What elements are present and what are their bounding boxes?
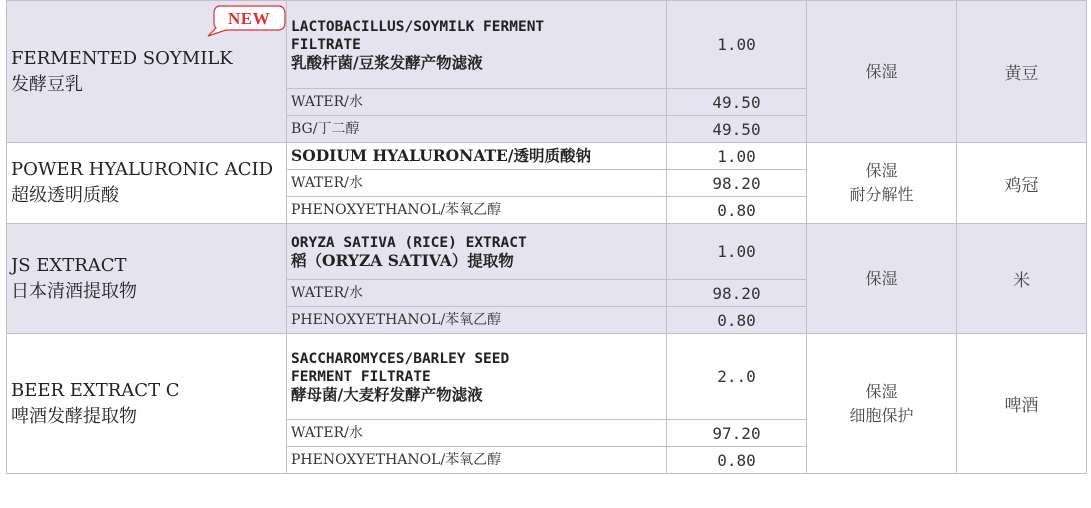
ingredient-cell — [287, 143, 667, 170]
function-line: 保湿 — [865, 161, 898, 180]
function-line: 保湿 — [865, 268, 898, 288]
ingredient-line: SODIUM HYALURONATE/透明质酸钠 — [291, 146, 592, 165]
product-name-cn: 发酵豆乳 — [11, 73, 83, 95]
source-cell: 米 — [957, 224, 1087, 334]
source-cell: 鸡冠 — [957, 143, 1087, 224]
ingredient-cell — [287, 224, 667, 280]
function-cell — [807, 1, 957, 143]
percentage-cell: 0.80 — [667, 307, 807, 334]
product-name-en: POWER HYALURONIC ACID — [11, 159, 274, 180]
ingredient-line-cn: 酵母菌/大麦籽发酵产物滤液 — [291, 384, 483, 404]
ingredient-cell: WATER/水 — [287, 420, 667, 447]
ingredient-cell: BG/丁二醇 — [287, 116, 667, 143]
ingredient-line: LACTOBACILLUS/SOYMILK FERMENT — [291, 18, 545, 35]
ingredient-cell: WATER/水 — [287, 89, 667, 116]
new-badge — [206, 4, 286, 38]
new-badge-label: NEW — [228, 9, 271, 28]
ingredient-cell: PHENOXYETHANOL/苯氧乙醇 — [287, 197, 667, 224]
ingredient-line: FERMENT FILTRATE — [291, 368, 431, 385]
function-line: 保湿 — [865, 381, 898, 401]
function-line: 细胞保护 — [849, 405, 914, 425]
table-row — [7, 143, 1087, 170]
percentage-cell: 0.80 — [667, 197, 807, 224]
percentage-cell: 0.80 — [667, 447, 807, 474]
product-name-cn: 日本清酒提取物 — [11, 280, 137, 302]
ingredient-table-frame — [6, 0, 1086, 500]
ingredient-line: SACCHAROMYCES/BARLEY SEED — [291, 350, 510, 367]
table-row — [7, 224, 1087, 280]
percentage-cell: 49.50 — [667, 116, 807, 143]
function-line: 耐分解性 — [849, 185, 914, 204]
ingredient-line-cn: 乳酸杆菌/豆浆发酵产物滤液 — [291, 52, 483, 72]
percentage-cell: 1.00 — [667, 143, 807, 170]
ingredient-cell: PHENOXYETHANOL/苯氧乙醇 — [287, 307, 667, 334]
product-name-cn: 啤酒发酵提取物 — [11, 405, 137, 427]
ingredient-cell: WATER/水 — [287, 280, 667, 307]
ingredient-line-cn: 稻（ORYZA SATIVA）提取物 — [291, 250, 514, 270]
ingredient-cell: WATER/水 — [287, 170, 667, 197]
percentage-cell: 2..0 — [667, 334, 807, 420]
product-name-en: JS EXTRACT — [11, 254, 127, 276]
table-row — [7, 1, 1087, 89]
percentage-cell: 98.20 — [667, 170, 807, 197]
product-name-en: FERMENTED SOYMILK — [11, 47, 233, 69]
table-row — [7, 334, 1087, 420]
product-name-cell — [7, 334, 287, 474]
product-name-cell — [7, 224, 287, 334]
ingredient-cell: PHENOXYETHANOL/苯氧乙醇 — [287, 447, 667, 474]
percentage-cell: 98.20 — [667, 280, 807, 307]
product-name-cell — [7, 143, 287, 224]
source-cell: 啤酒 — [957, 334, 1087, 474]
percentage-cell: 1.00 — [667, 224, 807, 280]
source-cell: 黄豆 — [957, 1, 1087, 143]
percentage-cell: 97.20 — [667, 420, 807, 447]
percentage-cell: 49.50 — [667, 89, 807, 116]
function-cell — [807, 143, 957, 224]
ingredient-line: ORYZA SATIVA (RICE) EXTRACT — [291, 234, 527, 251]
ingredient-cell — [287, 334, 667, 420]
function-cell — [807, 334, 957, 474]
function-cell — [807, 224, 957, 334]
product-name-cn: 超级透明质酸 — [11, 185, 119, 206]
ingredient-table — [6, 0, 1087, 474]
product-name-en: BEER EXTRACT C — [11, 379, 180, 401]
percentage-cell: 1.00 — [667, 1, 807, 89]
ingredient-line: FILTRATE — [291, 36, 361, 53]
ingredient-cell — [287, 1, 667, 89]
function-line: 保湿 — [865, 61, 898, 81]
